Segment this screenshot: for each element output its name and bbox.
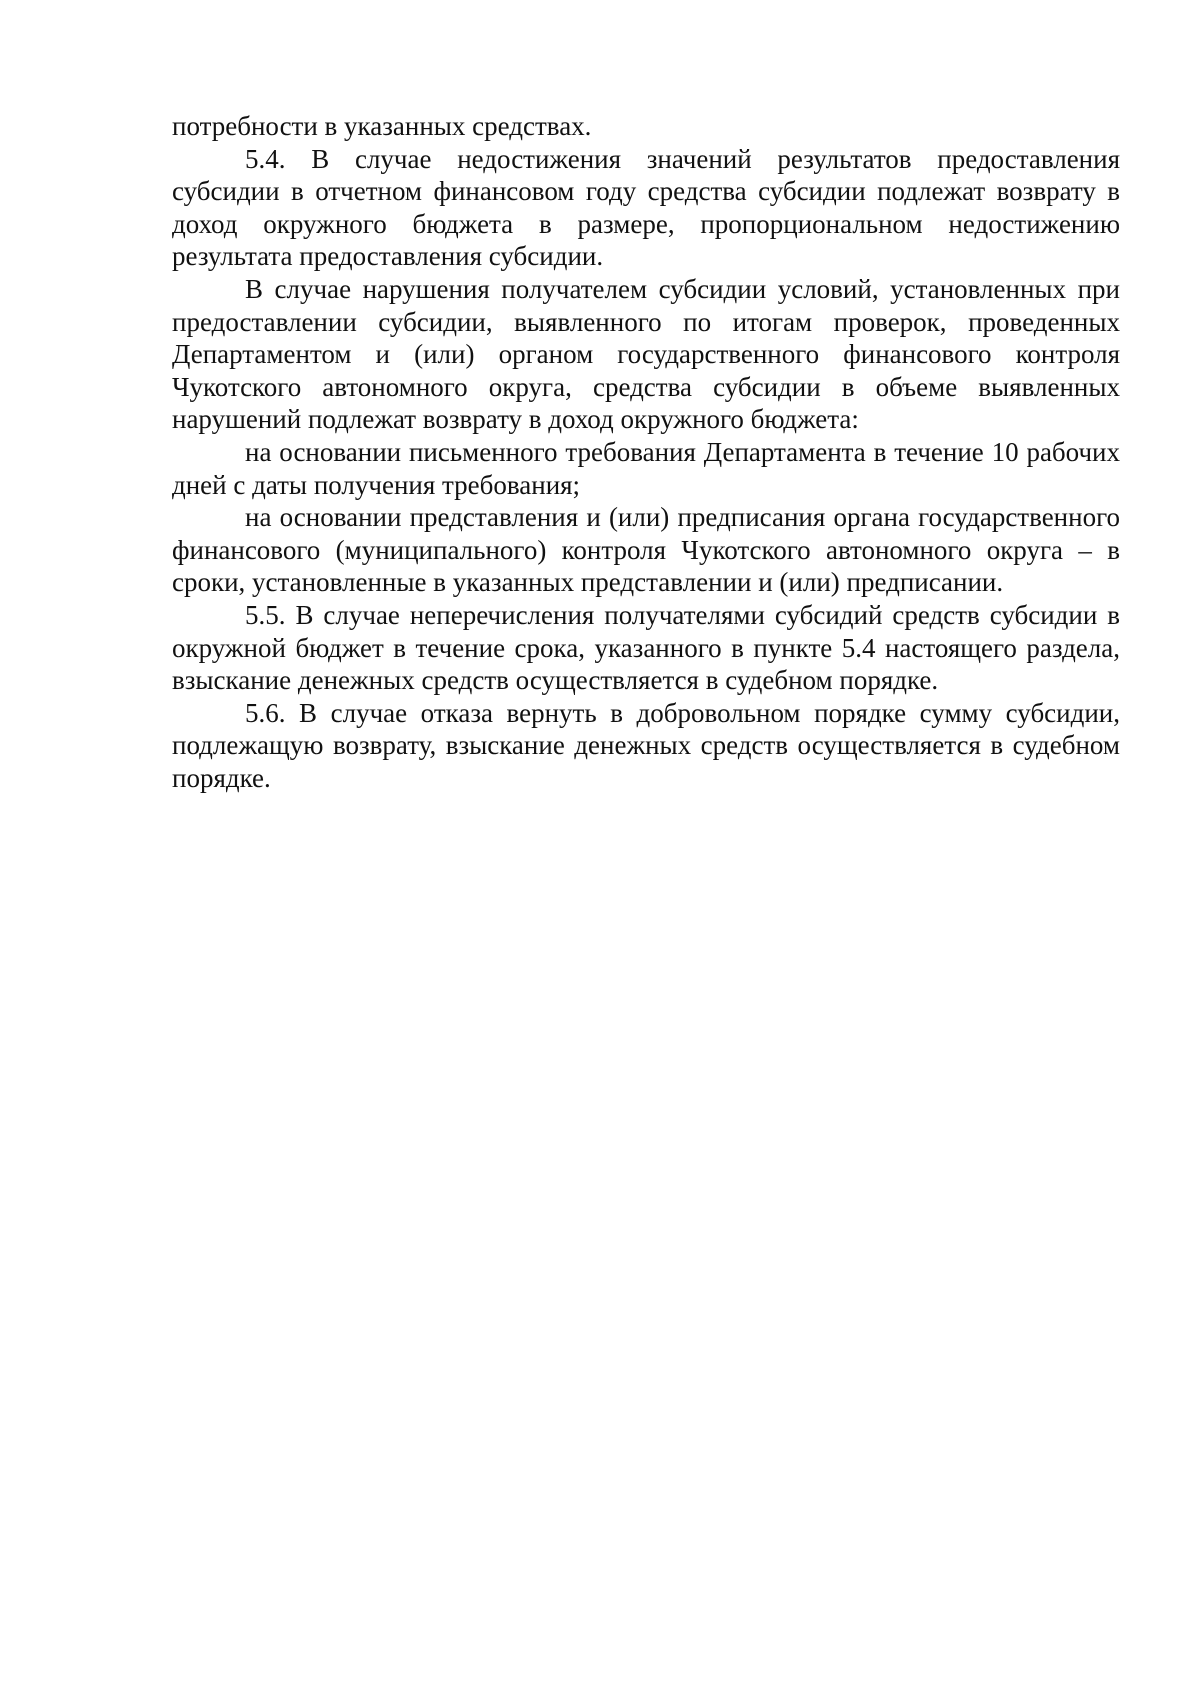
paragraph-violation-conditions: В случае нарушения получателем субсидии условий, установленных при предоставлении субсидии, выявленного по итогам проверок, проведенных Департаментом и (или) органом государственного финансового контроля Чукотского автономного округа, средства субсидии в объеме выявленных нарушений подлежат возврату в доход окружного бюджета:	[172, 273, 1120, 435]
paragraph-control-prescription: на основании представления и (или) предписания органа государственного финансового (муниципального) контроля Чукотского автономного округа – в сроки, установленные в указанных представлении и (или) предписании.	[172, 502, 1120, 598]
paragraph-5-6: 5.6. В случае отказа вернуть в добровольном порядке сумму субсидии, подлежащую возврату, взыскание денежных средств осуществляется в судебном порядке.	[172, 697, 1120, 793]
document-body	[172, 110, 1120, 794]
paragraph-written-requirement: на основании письменного требования Департамента в течение 10 рабочих дней с даты получения требования;	[172, 436, 1120, 500]
paragraph-continuation: потребности в указанных средствах.	[172, 111, 592, 141]
paragraph-5-4: 5.4. В случае недостижения значений результатов предоставления субсидии в отчетном финансовом году средства субсидии подлежат возврату в доход окружного бюджета в размере, пропорциональном недостижению результата предоставления субсидии.	[172, 143, 1120, 272]
paragraph-5-5: 5.5. В случае неперечисления получателями субсидий средств субсидии в окружной бюджет в течение срока, указанного в пункте 5.4 настоящего раздела, взыскание денежных средств осуществляется в судебном порядке.	[172, 599, 1120, 696]
